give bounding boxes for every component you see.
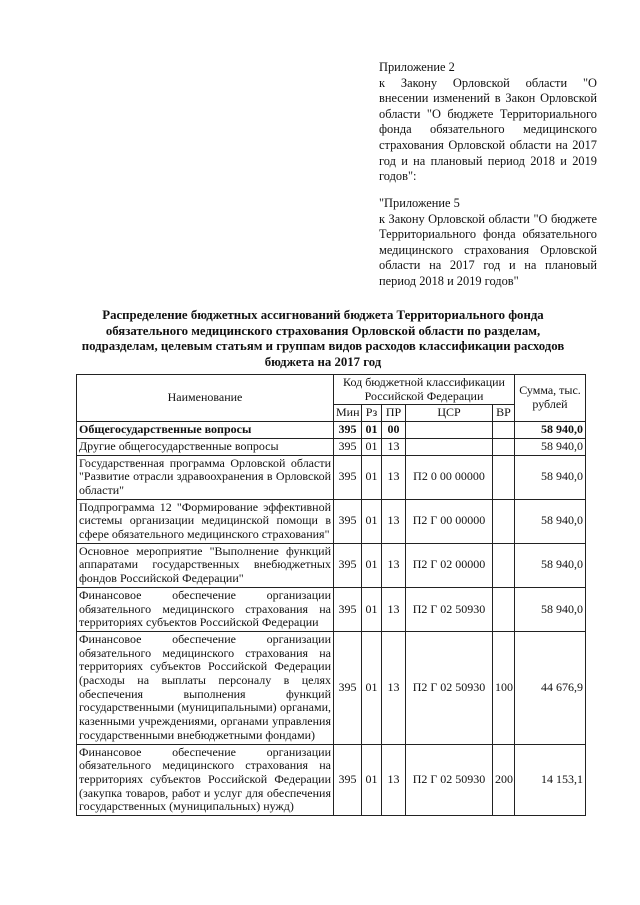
table-row xyxy=(77,587,586,631)
row-pr: 13 xyxy=(382,744,406,816)
header-sum: Сумма, тыс. рублей xyxy=(515,375,586,422)
row-vr xyxy=(493,499,515,543)
annex-5-block xyxy=(379,196,597,290)
annex-2-title: Приложение 2 xyxy=(379,60,455,74)
row-name: Общегосударственные вопросы xyxy=(77,422,334,439)
annex-5-title: "Приложение 5 xyxy=(379,196,460,210)
row-rz: 01 xyxy=(362,744,382,816)
annex-2-text: к Закону Орловской области "О внесении изменений в Закон Орловской области "О бюджете Территориального фонда обязательного медицинского страхования Орловской области на 2017 год и на плановый период 2018 и 2019 годов": xyxy=(379,75,597,184)
row-sum: 58 940,0 xyxy=(515,543,586,587)
row-pr: 13 xyxy=(382,543,406,587)
row-csr: П2 Г 00 00000 xyxy=(406,499,493,543)
row-vr: 100 xyxy=(493,631,515,744)
row-pr: 13 xyxy=(382,438,406,455)
header-rz: Рз xyxy=(362,405,382,422)
row-vr xyxy=(493,587,515,631)
row-csr: П2 Г 02 50930 xyxy=(406,587,493,631)
annex-5-text: к Закону Орловской области "О бюджете Территориального фонда обязательного медицинского страхования Орловской области на 2017 год и на плановый период 2018 и 2019 годов" xyxy=(379,211,597,288)
row-name: Основное мероприятие "Выполнение функций аппаратами государственных внебюджетных фондов Российской Федерации" xyxy=(77,543,334,587)
row-min: 395 xyxy=(334,422,362,439)
row-name: Финансовое обеспечение организации обязательного медицинского страхования на территориях субъектов Российской Федерации xyxy=(77,587,334,631)
row-csr xyxy=(406,422,493,439)
row-name: Другие общегосударственные вопросы xyxy=(77,438,334,455)
header-row-1 xyxy=(77,375,586,405)
row-rz: 01 xyxy=(362,499,382,543)
row-csr: П2 Г 02 50930 xyxy=(406,744,493,816)
row-rz: 01 xyxy=(362,543,382,587)
row-pr: 13 xyxy=(382,499,406,543)
row-sum: 58 940,0 xyxy=(515,499,586,543)
row-min: 395 xyxy=(334,499,362,543)
document-title: Распределение бюджетных ассигнований бюджета Территориального фонда обязательного медицинского страхования Орловской области по разделам, подразделам, целевым статьям и группам видов расходов классификации расходов бюджета на 2017 год xyxy=(81,308,565,369)
row-sum: 14 153,1 xyxy=(515,744,586,816)
header-vr: ВР xyxy=(493,405,515,422)
table-row xyxy=(77,543,586,587)
row-pr: 13 xyxy=(382,631,406,744)
row-min: 395 xyxy=(334,631,362,744)
header-pr: ПР xyxy=(382,405,406,422)
row-sum: 44 676,9 xyxy=(515,631,586,744)
table-row xyxy=(77,455,586,499)
table-row xyxy=(77,744,586,816)
header-code-group: Код бюджетной классификации Российской Федерации xyxy=(334,375,515,405)
row-vr xyxy=(493,422,515,439)
row-min: 395 xyxy=(334,455,362,499)
row-rz: 01 xyxy=(362,631,382,744)
row-pr: 00 xyxy=(382,422,406,439)
row-vr xyxy=(493,438,515,455)
table-row xyxy=(77,631,586,744)
table-row xyxy=(77,499,586,543)
row-rz: 01 xyxy=(362,587,382,631)
annex-2-block xyxy=(379,60,597,185)
row-min: 395 xyxy=(334,587,362,631)
row-pr: 13 xyxy=(382,455,406,499)
header-min: Мин xyxy=(334,405,362,422)
row-min: 395 xyxy=(334,744,362,816)
row-name: Подпрограмма 12 "Формирование эффективной системы организации медицинской помощи в сфере обязательного медицинского страхования" xyxy=(77,499,334,543)
row-csr: П2 Г 02 50930 xyxy=(406,631,493,744)
row-vr xyxy=(493,543,515,587)
row-csr: П2 Г 02 00000 xyxy=(406,543,493,587)
row-rz: 01 xyxy=(362,422,382,439)
row-pr: 13 xyxy=(382,587,406,631)
row-csr xyxy=(406,438,493,455)
row-min: 395 xyxy=(334,438,362,455)
row-rz: 01 xyxy=(362,438,382,455)
header-csr: ЦСР xyxy=(406,405,493,422)
row-name: Финансовое обеспечение организации обязательного медицинского страхования на территориях субъектов Российской Федерации (закупка товаров, работ и услуг для обеспечения государственных (муниципальных) нужд) xyxy=(77,744,334,816)
row-sum: 58 940,0 xyxy=(515,455,586,499)
row-sum: 58 940,0 xyxy=(515,587,586,631)
row-rz: 01 xyxy=(362,455,382,499)
row-vr xyxy=(493,455,515,499)
row-name: Финансовое обеспечение организации обязательного медицинского страхования на территориях субъектов Российской Федерации (расходы на выплаты персоналу в целях обеспечения выполнения функций государственными (муниципальными) органами, казенными учреждениями, органами управления государственными внебюджетными фондами) xyxy=(77,631,334,744)
budget-table xyxy=(76,374,586,816)
row-sum: 58 940,0 xyxy=(515,422,586,439)
row-name: Государственная программа Орловской области "Развитие отрасли здравоохранения в Орловской области" xyxy=(77,455,334,499)
row-sum: 58 940,0 xyxy=(515,438,586,455)
row-csr: П2 0 00 00000 xyxy=(406,455,493,499)
header-name: Наименование xyxy=(77,375,334,422)
table-row xyxy=(77,422,586,439)
row-min: 395 xyxy=(334,543,362,587)
row-vr: 200 xyxy=(493,744,515,816)
table-row xyxy=(77,438,586,455)
